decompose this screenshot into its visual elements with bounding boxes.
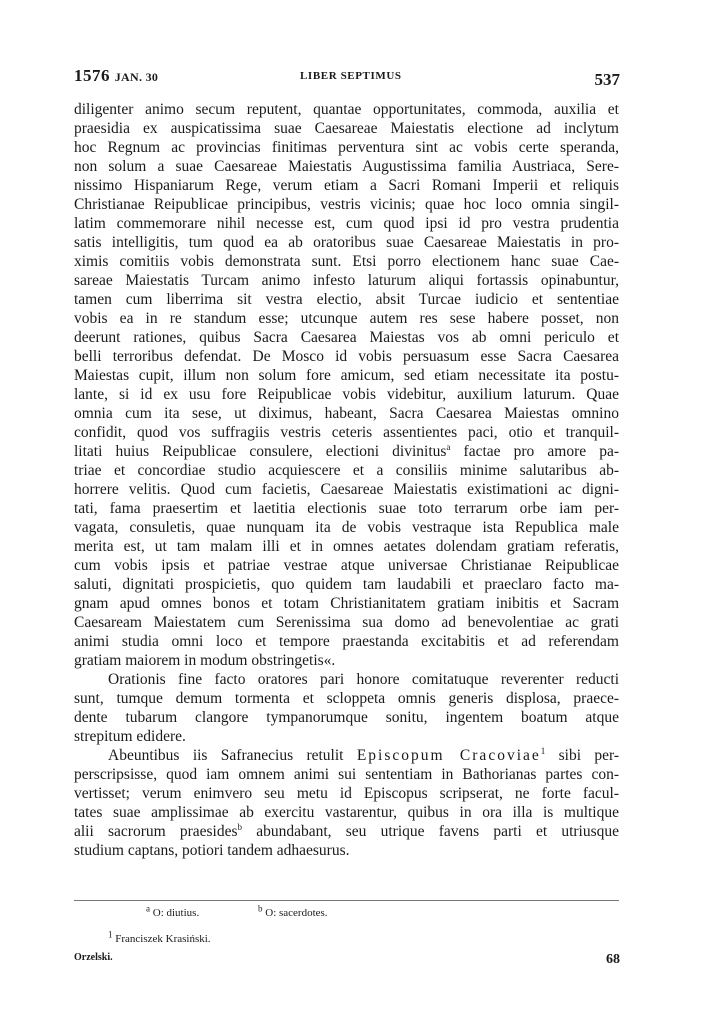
text-line: Maiestas cupit, illum non solum fore amicum, sed etiam necessitate ita postu-	[74, 367, 619, 384]
text-line: tati, fama praesertim et laetitia electionis suae toto terrarum orbe iam per-	[74, 500, 619, 517]
text-line: Caesaream Maiestatem cum Serenissima sua domo ad benevolentiae ac grati	[74, 614, 619, 631]
text-line: studium captans, potiori tandem adhaesurus.	[74, 842, 350, 859]
footnote-text: Franciszek Krasiński.	[115, 933, 211, 945]
text-line: vagata, consuletis, quae nunquam ita de vobis vestraque ista Republica male	[74, 519, 619, 536]
header-year: 1576	[74, 66, 110, 85]
footnote-marker: 1	[108, 929, 113, 940]
text-line: triae et concordiae studio acquiescere et a consiliis minime salutaribus ab-	[74, 462, 619, 479]
text-line: hoc Regnum ac provincias finitimas perventura sint ac vobis certe speranda,	[74, 139, 619, 156]
text-line: sunt, tumque demum tormenta et scloppeta omnis generis displosa, praece-	[74, 690, 619, 707]
text-line: Christianae Reipublicae principibus, vestris vicinis; quae hoc loco omnia singil-	[74, 196, 619, 213]
text-line	[74, 442, 619, 461]
footnote-b	[258, 903, 328, 919]
text-segment: abundabant, seu utrique favens parti et utriusque	[256, 823, 619, 840]
header-page-number: 537	[594, 70, 620, 89]
text-line: vobis ea in re standum esse; utcunque autem res sese habere posset, non	[74, 310, 619, 327]
text-line: omnia cum ita sese, ut diximus, habeant, Sacra Caesarea Maiestas omnino	[74, 405, 619, 422]
footnote-1	[108, 929, 211, 945]
text-line: deerunt rationes, quibus Sacra Caesarea Maiestas vos ab omni periculo et	[74, 329, 619, 346]
text-line: tamen cum liberrima sit vestra electio, absit Turcae iudicio et sententiae	[74, 291, 619, 308]
text-segment: litati huius Reipublicae consulere, electioni divinitus	[74, 443, 447, 460]
text-line: gnam apud omnes bonos et totam Christianitatem gratiam inibitis et Sacram	[74, 595, 619, 612]
text-line: satis intelligitis, tum quod ea ab oratoribus suae Caesareae Maiestatis in pro-	[74, 234, 619, 251]
text-line: animi studia omni loco et tempore praestanda excitabitis et ad referendam	[74, 633, 619, 650]
text-segment: factae pro amore pa-	[463, 443, 619, 460]
footer-sheet-number: 68	[606, 952, 620, 967]
text-line: sareae Maiestatis Turcam animo infesto laturum aliqui fortassis opinabuntur,	[74, 272, 619, 289]
text-line: belli terroribus defendat. De Mosco id vobis persuasum esse Sacra Caesarea	[74, 348, 619, 365]
footnote-marker: a	[446, 442, 451, 452]
text-line: non solum a suae Caesareae Maiestatis Augustissima familia Austriaca, Sere-	[74, 158, 619, 175]
text-line: diligenter animo secum reputent, quantae opportunitates, commoda, auxilia et	[74, 101, 619, 118]
text-line: strepitum edidere.	[74, 728, 186, 745]
footnote-marker: a	[146, 903, 150, 914]
spaced-name: Episcopum Cracoviae	[356, 747, 541, 764]
header-book-title: LIBER SEPTIMUS	[300, 70, 402, 82]
text-segment: sibi per-	[558, 747, 619, 764]
text-segment: alii sacrorum praesides	[74, 823, 238, 840]
text-line: gratiam maiorem in modum obstringetis«.	[74, 652, 336, 669]
text-line: horrere velitis. Quod cum facietis, Caesareae Maiestatis existimationi ac digni-	[74, 481, 619, 498]
footnote-rule	[74, 900, 619, 901]
body-text	[74, 100, 619, 860]
footnote-text: O: diutius.	[152, 907, 200, 919]
text-line: latim commemorare nihil necesse est, cum quod ipsi id pro vestra prudentia	[74, 215, 619, 232]
text-line	[74, 822, 619, 841]
text-line: merita est, ut tam malam illi et in omnes aetates dolendam gratiam referatis,	[74, 538, 619, 555]
text-segment: Abeuntibus iis Safranecius retulit	[108, 747, 344, 764]
text-line: cum vobis ipsis et patriae vestrae atque universae Christianae Reipublicae	[74, 557, 619, 574]
text-line: praesidia ex auspicatissima suae Caesareae Maiestatis electione ad inclytum	[74, 120, 619, 137]
text-line: confidit, quod vos suffragiis vestris ceteris assentientes paci, otio et tranquil-	[74, 424, 619, 441]
text-line: saluti, dignitati prospicietis, quo quidem tam laudabili et praeclaro facto ma-	[74, 576, 619, 593]
footnote-marker: b	[237, 822, 243, 832]
footnote-a	[146, 903, 200, 919]
text-line: lante, si id ex usu fore Reipublicae vobis videbitur, auxilium laturum. Quae	[74, 386, 619, 403]
footnote-text: O: sacerdotes.	[265, 907, 328, 919]
text-line: dente tubarum clangore tympanorumque sonitu, ingentem boatum atque	[74, 709, 619, 726]
footnote-marker: b	[258, 903, 263, 914]
header-month-day: JAN. 30	[114, 70, 159, 84]
header-date	[74, 66, 158, 86]
footer-signature: Orzelski.	[74, 952, 113, 963]
text-line: Orationis fine facto oratores pari honore comitatuque reverenter reducti	[108, 671, 619, 688]
text-line: perscripsisse, quod iam omnem animi sui sententiam in Bathorianas partes con-	[74, 766, 619, 783]
running-head	[74, 66, 620, 94]
footnote-marker: 1	[540, 746, 546, 756]
text-line: nissimo Hispaniarum Rege, verum etiam a Sacri Romani Imperii et reliquis	[74, 177, 619, 194]
text-line: vertisset; verum enimvero seu metu id Episcopus scripserat, ne forte facul-	[74, 785, 619, 802]
text-line	[74, 746, 619, 765]
text-line: ximis comitiis vobis demonstrata sunt. Etsi porro electionem hanc suae Cae-	[74, 253, 619, 270]
text-line: tates suae amplissimae ab exercitu vastarentur, quibus in ora illa is multique	[74, 804, 619, 821]
